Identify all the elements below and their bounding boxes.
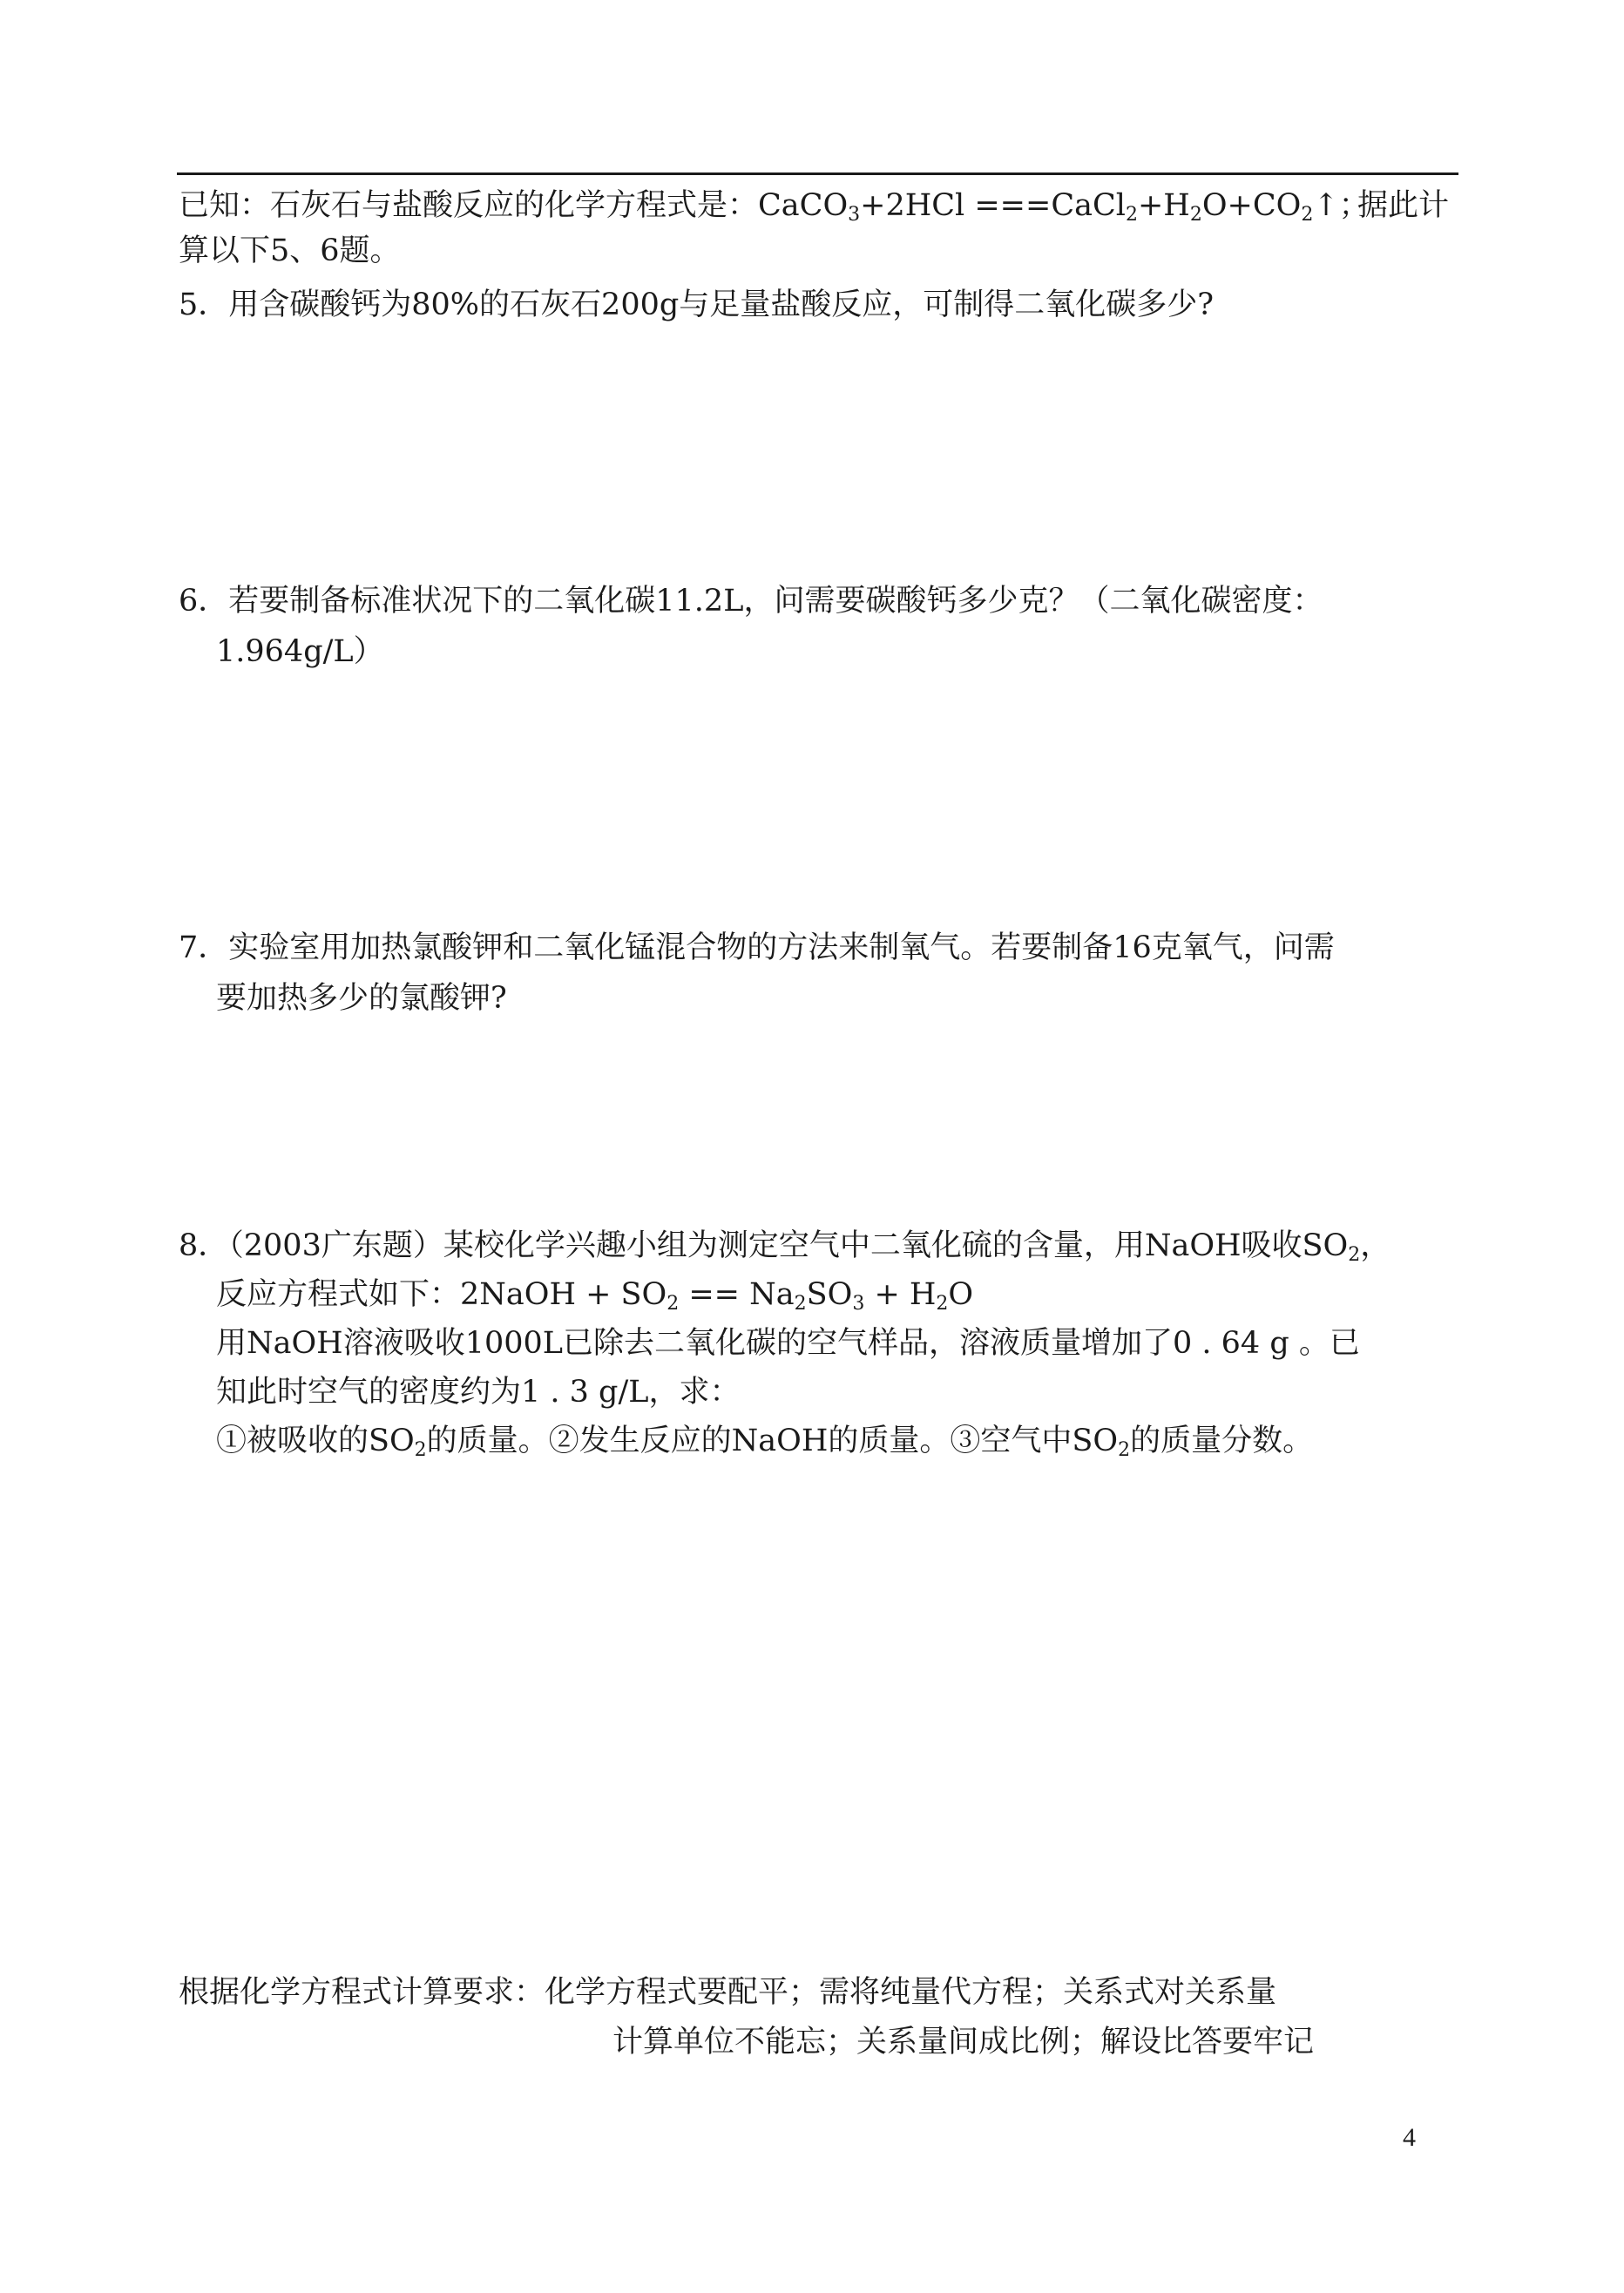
question-8-line-4: 知此时空气的密度约为1 . 3 g/L，求：: [216, 1375, 741, 1410]
footer-line-2: 计算单位不能忘；关系量间成比例；解设比答要牢记: [612, 2025, 1315, 2060]
question-8-line-3: 用NaOH溶液吸收1000L已除去二氧化碳的空气样品，溶液质量增加了0 . 64 g 。已: [216, 1326, 1360, 1361]
intro-line-1: [179, 186, 1370, 225]
question-6-line-1: 6．若要制备标准状况下的二氧化碳11.2L，问需要碳酸钙多少克？（二氧化碳密度：: [179, 584, 1323, 619]
page-number: 4: [1403, 2123, 1416, 2152]
intro-line-2: 算以下5、6题。: [179, 233, 401, 268]
question-8-line-2: 反应方程式如下：2NaOH + $SO_2 == Na_2SO_3 + H_2O$: [216, 1277, 974, 1315]
intro-line-1-suffix: 据此计: [1357, 188, 1450, 223]
header-rule: [177, 172, 1458, 175]
question-8-line-5: ①被吸收的$SO_2$的质量。②发生反应的NaOH的质量。③空气中$SO_2$的质量分数。: [216, 1424, 1314, 1461]
question-7-line-1: 7．实验室用加热氯酸钾和二氧化锰混合物的方法来制氧气。若要制备16克氧气，问需: [179, 930, 1335, 965]
question-5: 5．用含碳酸钙为80%的石灰石200g与足量盐酸反应，可制得二氧化碳多少?: [179, 287, 1215, 322]
question-8-line-1: 8．（2003广东题）某校化学兴趣小组为测定空气中二氧化硫的含量，用NaOH吸收$SO_2$，: [179, 1228, 1391, 1266]
reaction-equation: CaCO$_3$+2HCl $===CaCl_2+H_2O+CO_2↑$；: [758, 188, 1370, 226]
question-6-line-2: 1.964g/L）: [216, 634, 384, 669]
intro-text: 已知：石灰石与盐酸反应的化学方程式是：: [179, 188, 759, 223]
footer-line-1: 根据化学方程式计算要求：化学方程式要配平；需将纯量代方程；关系式对关系量: [179, 1975, 1277, 2010]
question-7-line-2: 要加热多少的氯酸钾?: [216, 981, 507, 1016]
